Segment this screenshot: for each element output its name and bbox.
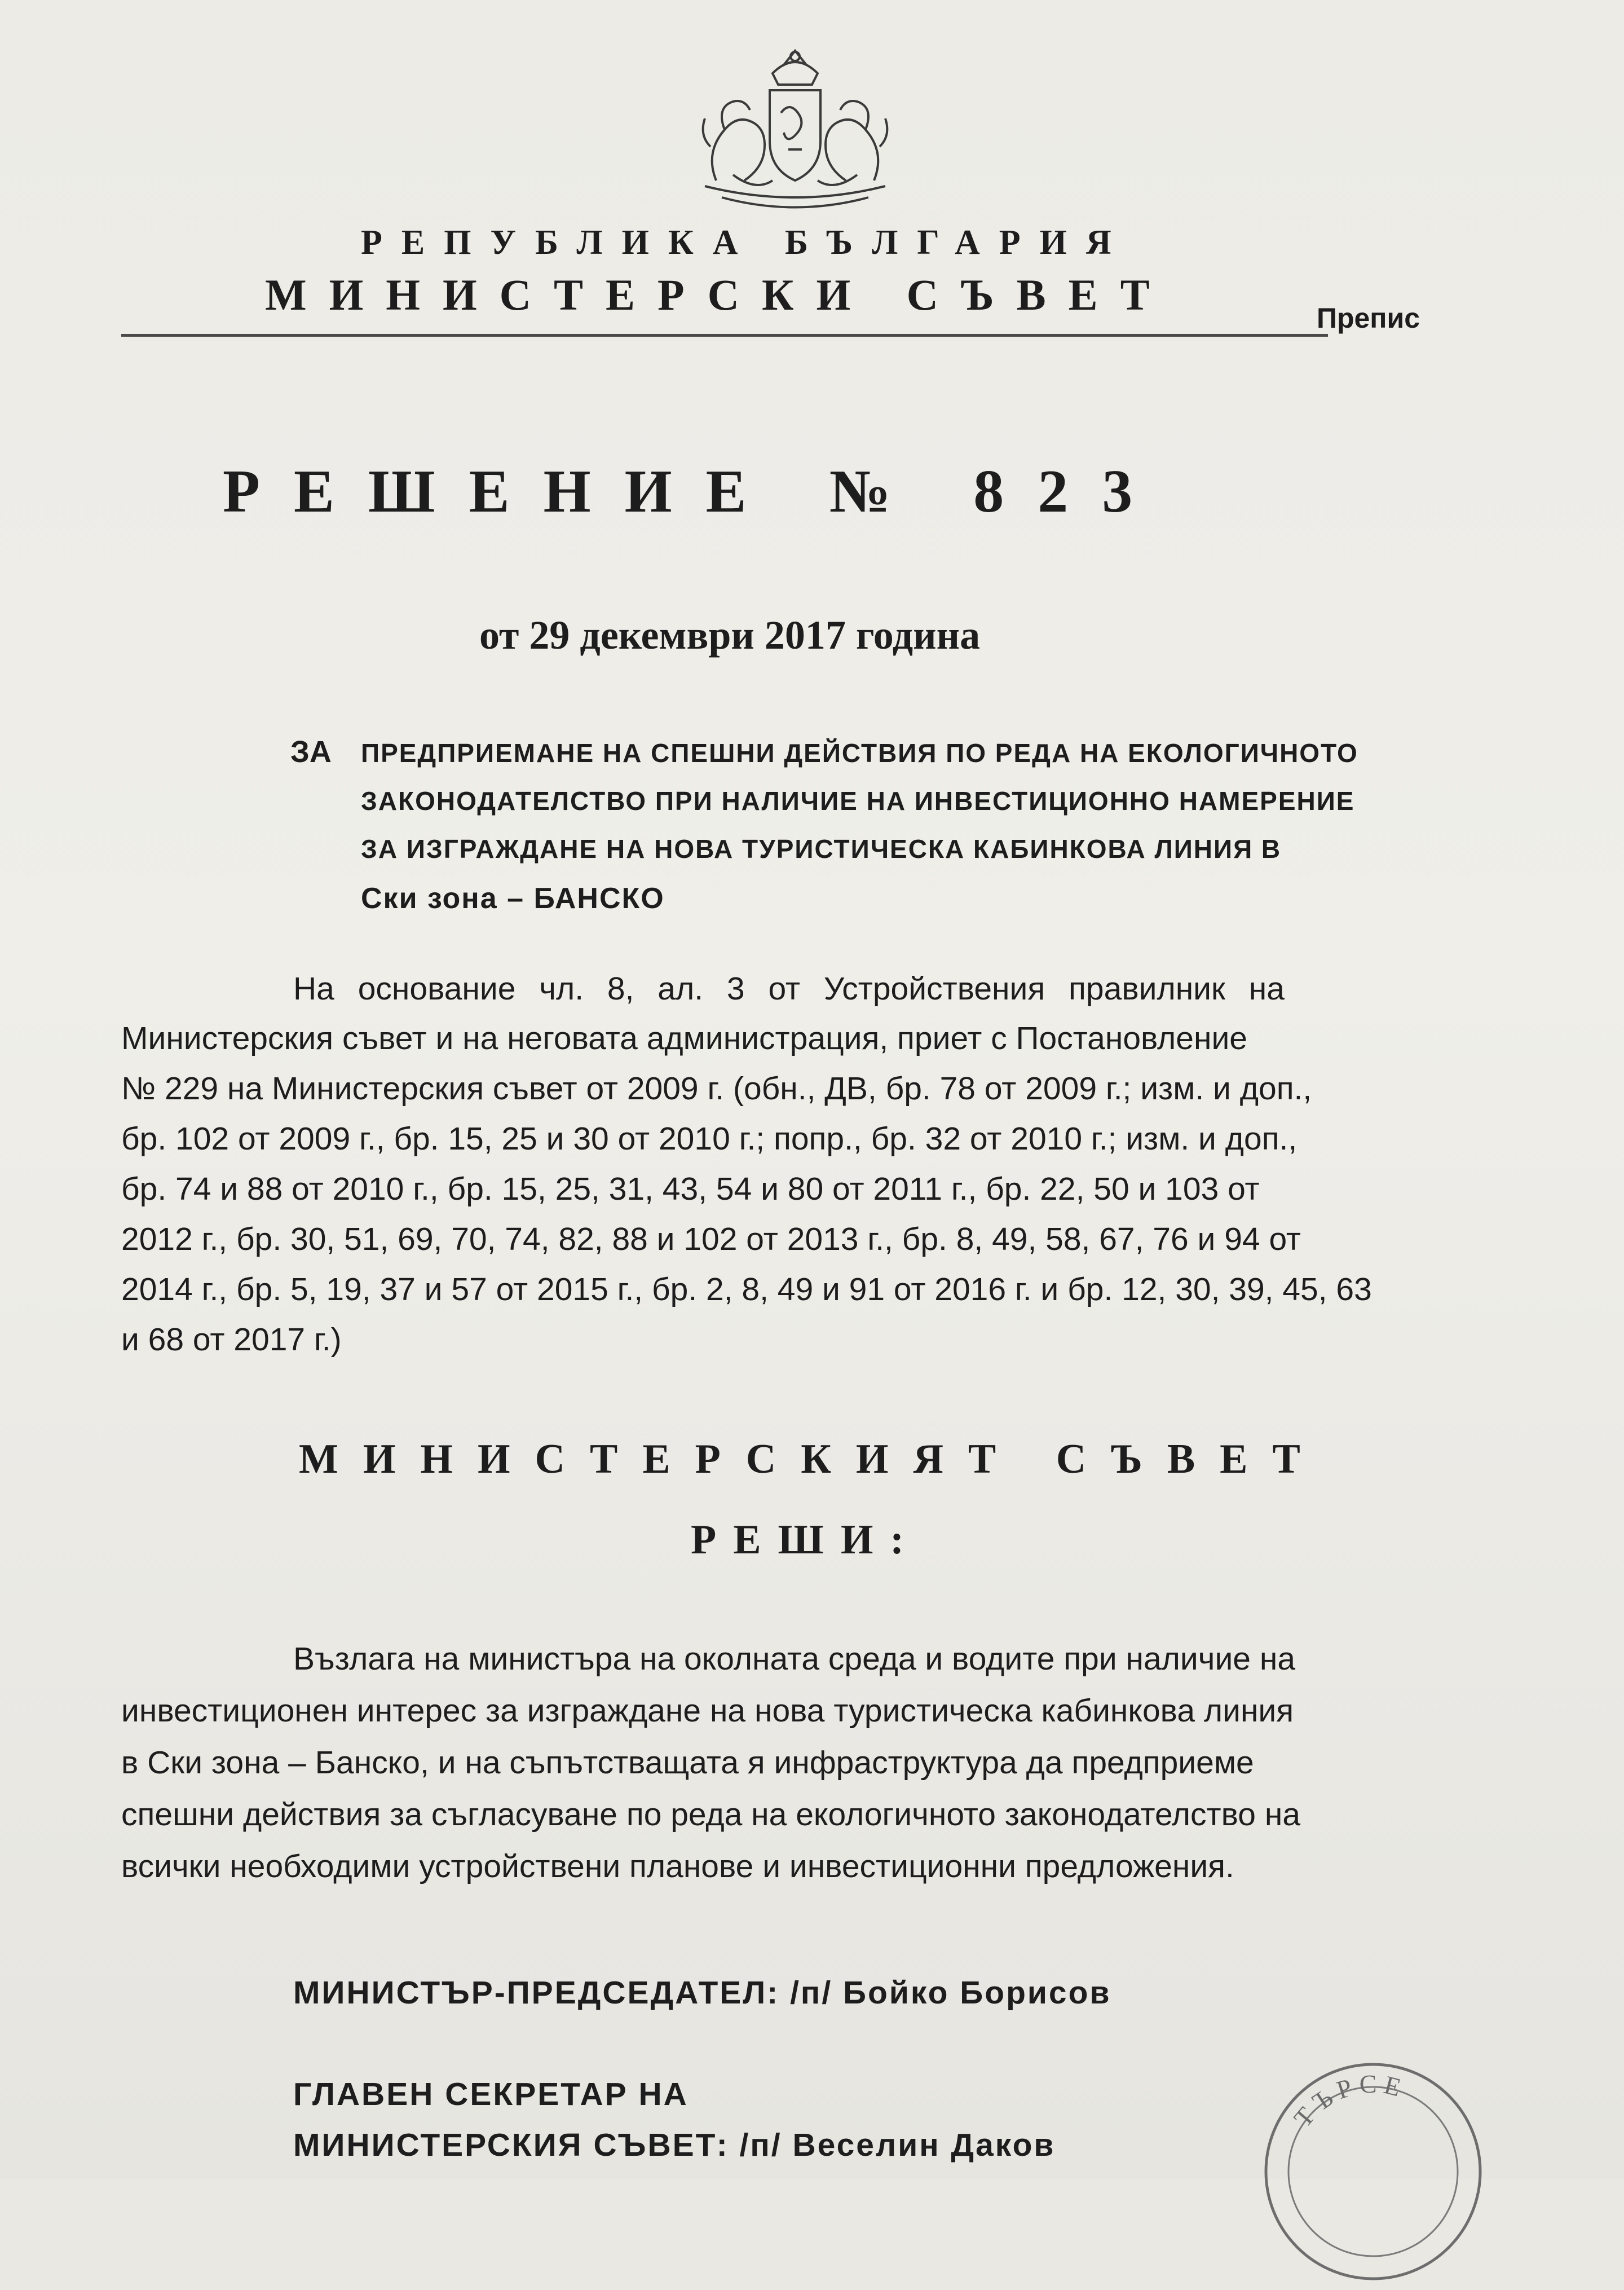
secretary-signature: МИНИСТЕРСКИЯ СЪВЕТ: /п/ Веселин Даков [293, 2127, 1056, 2163]
basis-line: бр. 74 и 88 от 2010 г., бр. 15, 25, 31, 43, 54 и 80 от 2011 г., бр. 22, 50 и 103 от [121, 1171, 1260, 1207]
resolution-line: инвестиционен интерес за изграждане на нова туристическа кабинкова линия [121, 1693, 1294, 1729]
resolution-line: всички необходими устройствени планове и инвестиционни предложения. [121, 1848, 1234, 1884]
resolution-line: в Ски зона – Банско, и на съпътстващата я инфраструктура да предприеме [121, 1745, 1254, 1781]
subject-line: ЗА ИЗГРАЖДАНЕ НА НОВА ТУРИСТИЧЕСКА КАБИНКОВА ЛИНИЯ В [361, 834, 1282, 864]
basis-line: Министерския съвет и на неговата администрация, приет с Постановление [121, 1020, 1248, 1056]
subject-line: ЗАКОНОДАТЕЛСТВО ПРИ НАЛИЧИЕ НА ИНВЕСТИЦИОННО НАМЕРЕНИЕ [361, 786, 1355, 816]
basis-line: На основание чл. 8, ал. 3 от Устройствения правилник на [293, 971, 1285, 1007]
subject-line: ПРЕДПРИЕМАНЕ НА СПЕШНИ ДЕЙСТВИЯ ПО РЕДА НА ЕКОЛОГИЧНОТО [361, 738, 1358, 768]
decision-title: РЕШЕНИЕ № 823 [223, 458, 1167, 525]
institution-name: МИНИСТЕРСКИ СЪВЕТ [265, 270, 1172, 319]
subject-line: Ски зона – БАНСКО [361, 882, 665, 915]
basis-line: 2012 г., бр. 30, 51, 69, 70, 74, 82, 88 и 102 от 2013 г., бр. 8, 49, 58, 67, 76 и 94 от [121, 1221, 1301, 1257]
decision-date: от 29 декември 2017 година [479, 613, 981, 658]
prime-minister-signature: МИНИСТЪР-ПРЕДСЕДАТЕЛ: /п/ Бойко Борисов [293, 1975, 1111, 2011]
resolution-decides: РЕШИ: [691, 1517, 921, 1563]
secretary-title: ГЛАВЕН СЕКРЕТАР НА [293, 2076, 689, 2112]
basis-line: 2014 г., бр. 5, 19, 37 и 57 от 2015 г., бр. 2, 8, 49 и 91 от 2016 г. и бр. 12, 30, 39, 45, 63 [121, 1271, 1372, 1307]
svg-text:ТЪРСЕ [1288, 2069, 1409, 2133]
seal-text: ТЪРСЕ [1288, 2069, 1410, 2133]
basis-line: № 229 на Министерския съвет от 2009 г. (обн., ДВ, бр. 78 от 2009 г.; изм. и доп., [121, 1071, 1312, 1107]
coat-of-arms-icon [671, 39, 919, 220]
official-seal-icon [1255, 2053, 1491, 2290]
basis-line: и 68 от 2017 г.) [121, 1322, 342, 1358]
country-name: РЕПУБЛИКА БЪЛГАРИЯ [361, 223, 1131, 262]
resolution-line: Възлага на министъра на околната среда и водите при наличие на [293, 1641, 1296, 1677]
resolution-line: спешни действия за съгласуване по реда на екологичното законодателство на [121, 1796, 1301, 1833]
copy-mark: Препис [1317, 302, 1420, 334]
resolution-heading: МИНИСТЕРСКИЯТ СЪВЕТ [299, 1436, 1325, 1482]
header-divider [121, 334, 1328, 337]
basis-line: бр. 102 от 2009 г., бр. 15, 25 и 30 от 2010 г.; попр., бр. 32 от 2010 г.; изм. и доп., [121, 1121, 1298, 1157]
subject-prefix: ЗА [290, 735, 332, 769]
